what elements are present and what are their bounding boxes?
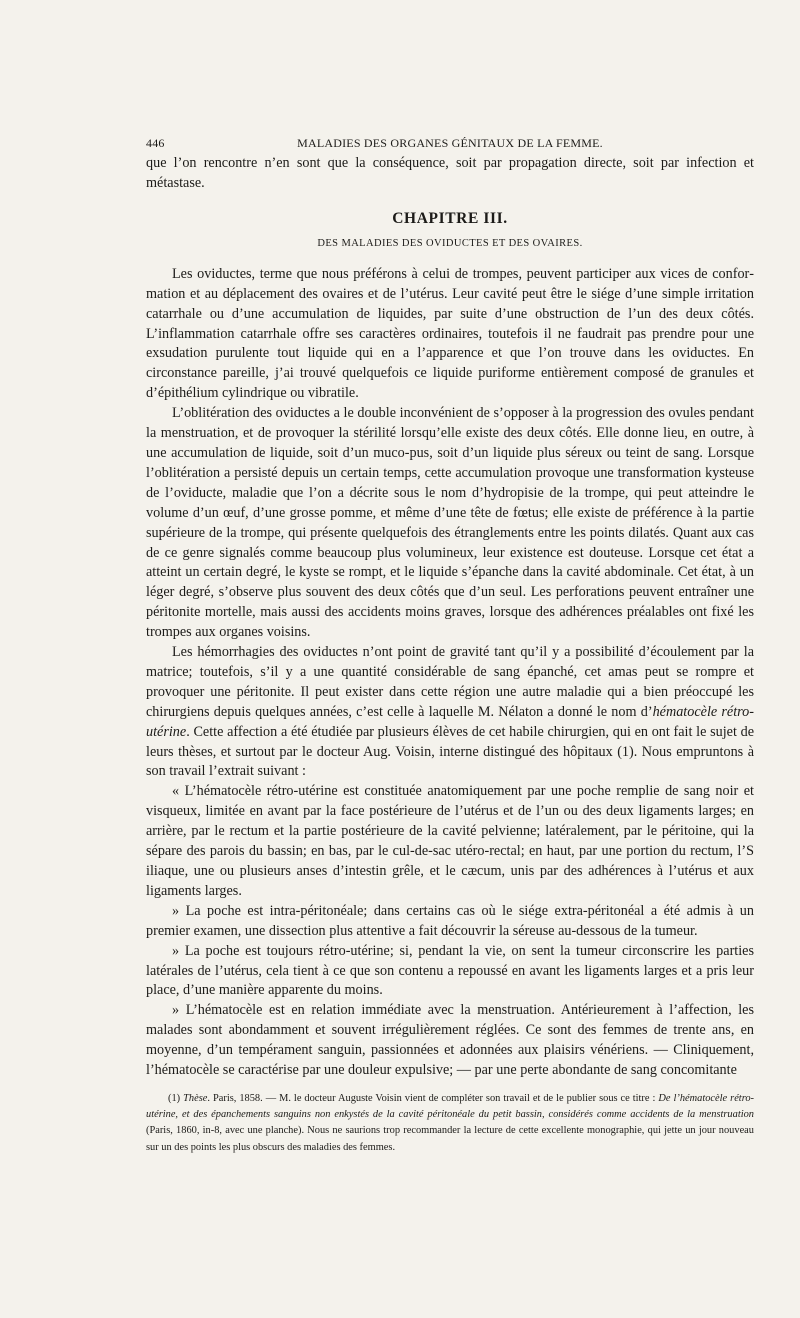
footnote-1 (146, 1091, 754, 1156)
footnote-text: (Paris, 1860, in-8, avec une planche). Nous ne saurions trop recommander la lecture de cette excellente monographie, qui jette un jour nouveau sur un des points les plus obscurs des maladies des femmes. (146, 1125, 754, 1153)
paragraph-text: . Cette affection a été étudiée par plusieurs élèves de cet habile chirurgien, qui en ont fait le sujet de leurs thèses, et surtout par le docteur Aug. Voisin, interne distingué des hôpitaux (1). Nous empruntons à son travail l’extrait suivant : (146, 723, 754, 780)
running-header (146, 136, 754, 154)
paragraph-oviductes: Les oviductes, terme que nous préférons à celui de trompes, peuvent participer aux vices de conformation et au déplacement des ovaires et de l’utérus. Leur cavité peut être le siége d’une simple irritation catarrhale ou d’une accumulation de liquides, par suite d’une obstruction de l’un des deux côtés. L’inflammation catarrhale offre ses caractères ordinaires, toutefois il ne faudrait pas prendre pour une exsudation purulente tout liquide qui en a l’apparence et que l’on trouve dans les oviductes. En circonstance pareille, j’ai trouvé quelquefois ce liquide puriforme entièrement composé de granules et d’épithélium cylindrique ou vibratile. (146, 265, 754, 402)
paragraph-hemorrhagies (146, 643, 754, 782)
page-number: 446 (146, 136, 165, 150)
footnote-book-title: De l’hématocèle rétro-utérine, et des épanchements sanguins non enkystés de la cavité péritonéale du petit bassin, considérés comme accidents de la menstruation (146, 1092, 755, 1121)
chapter-title: CHAPITRE III. (392, 209, 508, 227)
footnote-thesis: Thèse (183, 1092, 208, 1104)
footnotes (146, 1091, 754, 1156)
italic-term: hématocèle rétro-utérine (146, 703, 754, 740)
paragraph-text: Les hémorrhagies des oviductes n’ont point de gravité tant qu’il y a possibilité d’écoulement par la matrice; toutefois, s’il y a une quantité considérable de sang épanché, cet amas peut se rompre et provoquer une péritonite. Il peut exister dans cette région une autre maladie qui a bien préoccupé les chirurgiens depuis quelques années, c’est celle à laquelle M. Nélaton a donné le nom d’ (146, 644, 754, 720)
intro-paragraph: que l’on rencontre n’en sont que la conséquence, soit par propagation directe, soit par infection et métastase. (146, 155, 754, 191)
chapter-subtitle: DES MALADIES DES OVIDUCTES ET DES OVAIRES. (317, 237, 583, 249)
page-content (146, 136, 754, 1156)
quote-paragraph-1: « L’hématocèle rétro-utérine est constituée anatomiquement par une poche remplie de sang noir et visqueux, limitée en avant par la face postérieure de l’utérus et de l’un ou des deux ligaments larges; en arrière, par le rectum et la partie postérieure de la cavité pelvienne; latéralement, par le péritoine, qui la sépare des parois du bassin; en bas, par le cul-de-sac utéro-rectal; en haut, par une portion du rectum, l’S iliaque, une ou plusieurs anses d’intestin grêle, et le cæcum, unis par des adhérences à l’utérus et aux ligaments larges. (146, 783, 754, 899)
quote-paragraph-3: » La poche est toujours rétro-utérine; si, pendant la vie, on sent la tumeur circonscrire les parties latérales de l’utérus, cela tient à ce que son contenu a repoussé en avant les ligaments larges et a pris leur place, d’une manière apparente du moins. (146, 942, 754, 999)
footnote-marker: (1) (168, 1092, 184, 1104)
footnote-text: . Paris, 1858. — M. le docteur Auguste Voisin vient de compléter son travail et de le publier sous ce titre : (207, 1092, 659, 1104)
running-title: MALADIES DES ORGANES GÉNITAUX DE LA FEMME. (297, 136, 603, 150)
paragraph-obliteration: L’oblitération des oviductes a le double inconvénient de s’opposer à la progression des ovules pendant la menstruation, et de provoquer la stérilité lorsqu’elle existe des deux côtés. Elle donne lieu, en outre, à une accumulation de liquide, soit d’un muco-pus, soit d’un liquide plus séreux ou teint de sang. Lorsque l’oblitération a persisté depuis un certain temps, cette accumulation provoque une transformation kysteuse de l’oviducte, maladie que l’on a décrite sous le nom d’hydropisie de la trompe, qui peut atteindre le volume d’un œuf, d’une grosse pomme, et même d’une tête de fœtus; elle existe de préférence à la partie supérieure de la trompe, qui présente quelquefois des étranglements entre les points dilatés. Quant aux cas de ce genre signalés comme beaucoup plus volumineux, leur existence est douteuse. Lorsque cet état a atteint un certain degré, le kyste se rompt, et le liquide s’épanche dans la cavité abdominale. Cet état, à un léger degré, s’observe plus souvent des deux côtés que d’un seul. Les perforations peuvent entraîner une péritonite mortelle, mais aussi des accidents moins graves, lorsque des adhérences préalables ont fixé les trompes aux organes voisins. (146, 405, 754, 641)
quote-paragraph-2: » La poche est intra-péritonéale; dans certains cas où le siége extra-péritonéal a été admis à un premier examen, une dissection plus attentive a fait découvrir la séreuse au-dessous de la tumeur. (146, 902, 754, 939)
quote-paragraph-4: » L’hématocèle est en relation immédiate avec la menstruation. Antérieurement à l’affection, les malades sont abondamment et souvent irrégulièrement réglées. Ce sont des femmes de trente ans, en moyenne, d’un tempérament sanguin, passionnées et adonnées aux plaisirs vénériens. — Cliniquement, l’hématocèle se caractérise par une douleur expulsive; — par une perte abondante de sang concomitante (146, 1002, 754, 1079)
